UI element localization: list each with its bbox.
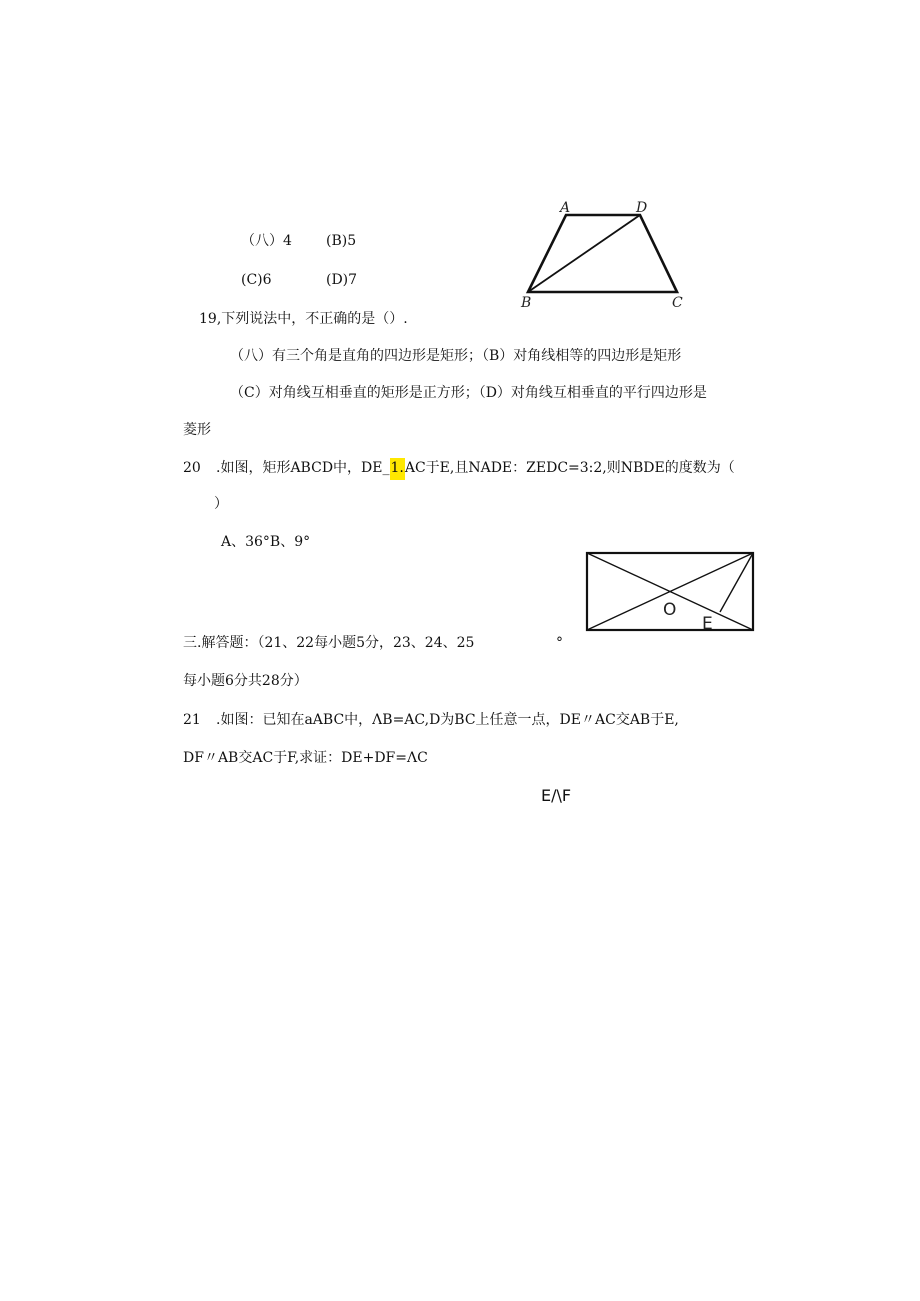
section-3-line-2: 每小题6分共28分） xyxy=(183,673,308,689)
q20-highlight: 1. xyxy=(390,458,405,480)
q18-option-b: (B)5 xyxy=(326,233,357,249)
q20-close-paren: ） xyxy=(214,496,228,512)
q18-option-c: (C)6 xyxy=(241,272,272,288)
label-d: D xyxy=(636,200,648,216)
q20-text-before: .如图，矩形ABCD中，DE_ xyxy=(216,460,390,476)
q20-number: 20 xyxy=(183,460,201,476)
q20-text-after: AC于E,且NADE：ZEDC=3:2,则NBDE的度数为（ xyxy=(404,460,735,476)
q19-line-1: （八）有三个角是直角的四边形是矩形；（B）对角线相等的四边形是矩形 xyxy=(230,348,682,364)
section-3-title: 三.解答题：（21、22每小题5分，23、24、25 xyxy=(183,635,475,651)
trapezoid-outline xyxy=(528,215,677,292)
diagonal-bd xyxy=(528,215,640,292)
label-e: E xyxy=(702,614,713,634)
q21-figure-label: E∕\F xyxy=(541,786,572,805)
section-3-degree-mark: ° xyxy=(556,635,563,651)
q21-line-1: .如图：已知在aABC中，ΛB=AC,D为BC上任意一点，DE〃AC交AB于E, xyxy=(216,712,679,728)
label-a: A xyxy=(560,200,571,216)
segment-de xyxy=(720,553,753,612)
q19-line-3: 菱形 xyxy=(183,422,211,438)
q21-line-2: DF〃AB交AC于F,求证：DE+DF=ΛC xyxy=(183,750,428,766)
q19-line-2: （C）对角线互相垂直的矩形是正方形；（D）对角线互相垂直的平行四边形是 xyxy=(230,385,707,401)
q19-stem: 19,下列说法中，不正确的是（）. xyxy=(199,311,408,327)
trapezoid-figure xyxy=(515,196,695,316)
label-o: O xyxy=(663,600,677,620)
q20-options: A、36°B、9° xyxy=(221,534,311,550)
q21-number: 21 xyxy=(183,712,201,728)
label-b: B xyxy=(521,295,532,311)
rectangle-figure xyxy=(583,549,759,635)
q20-stem xyxy=(216,458,735,478)
label-c: C xyxy=(672,295,683,311)
q18-option-d: (D)7 xyxy=(326,272,358,288)
q18-option-a: （八）4 xyxy=(241,233,292,249)
